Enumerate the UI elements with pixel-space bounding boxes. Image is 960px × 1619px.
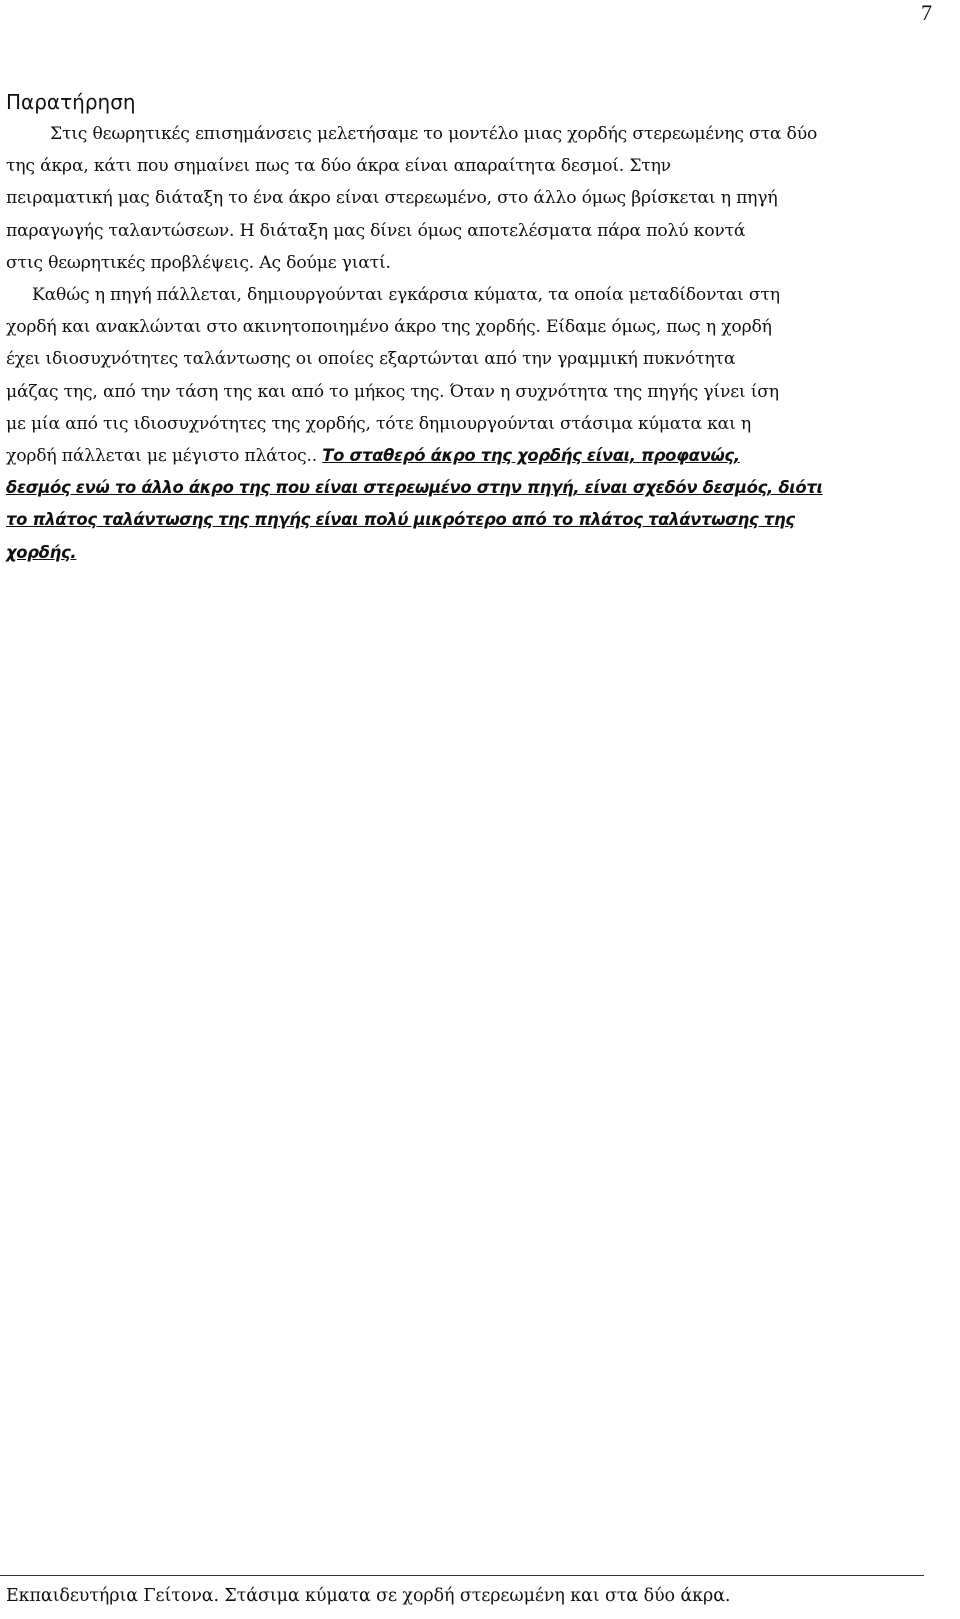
footer-divider	[0, 1575, 924, 1576]
text-line: στις θεωρητικές προβλέψεις. Ας δούμε γιατί.	[6, 252, 391, 273]
text-line-mixed	[6, 440, 924, 472]
text-line: έχει ιδιοσυχνότητες ταλάντωσης οι οποίες εξαρτώνται από την γραμμική πυκνότητα	[6, 349, 736, 370]
page-footer: Εκπαιδευτήρια Γείτονα. Στάσιμα κύματα σε χορδή στερεωμένη και στα δύο άκρα.	[6, 1586, 731, 1606]
section-heading: Παρατήρηση	[6, 90, 136, 114]
text-line: χορδή και ανακλώνται στο ακινητοποιημένο άκρο της χορδής. Είδαμε όμως, πως η χορδή	[6, 317, 772, 338]
emphasized-text: το πλάτος ταλάντωσης της πηγής είναι πολύ μικρότερο από το πλάτος ταλάντωσης της	[6, 510, 795, 530]
emphasized-text: δεσμός ενώ το άλλο άκρο της που είναι στερεωμένο στην πηγή, είναι σχεδόν δεσμός, διότι	[6, 478, 823, 498]
text-line: της άκρα, κάτι που σημαίνει πως τα δύο άκρα είναι απαραίτητα δεσμοί. Στην	[6, 156, 671, 177]
text-line: Καθώς η πηγή πάλλεται, δημιουργούνται εγκάρσια κύματα, τα οποία μεταδίδονται στη	[32, 285, 780, 306]
text-line: Στις θεωρητικές επισημάνσεις μελετήσαμε το μοντέλο μιας χορδής στερεωμένης στα δύο	[50, 124, 818, 144]
text-run: χορδή πάλλεται με μέγιστο πλάτος..	[6, 446, 323, 467]
emphasized-text: χορδής.	[6, 542, 77, 562]
page-number: 7	[921, 0, 932, 25]
emphasized-text: Το σταθερό άκρο της χορδής είναι, προφανώς,	[322, 446, 740, 466]
text-line: παραγωγής ταλαντώσεων. Η διάταξη μας δίνει όμως αποτελέσματα πάρα πολύ κοντά	[6, 220, 746, 241]
text-line: με μία από τις ιδιοσυχνότητες της χορδής, τότε δημιουργούνται στάσιμα κύματα και η	[6, 413, 751, 434]
text-line: πειραματική μας διάταξη το ένα άκρο είναι στερεωμένο, στο άλλο όμως βρίσκεται η πηγή	[6, 188, 778, 209]
text-line: μάζας της, από την τάση της και από το μήκος της. Όταν η συχνότητα της πηγής γίνει ίση	[6, 381, 779, 402]
body-paragraphs	[6, 118, 924, 569]
